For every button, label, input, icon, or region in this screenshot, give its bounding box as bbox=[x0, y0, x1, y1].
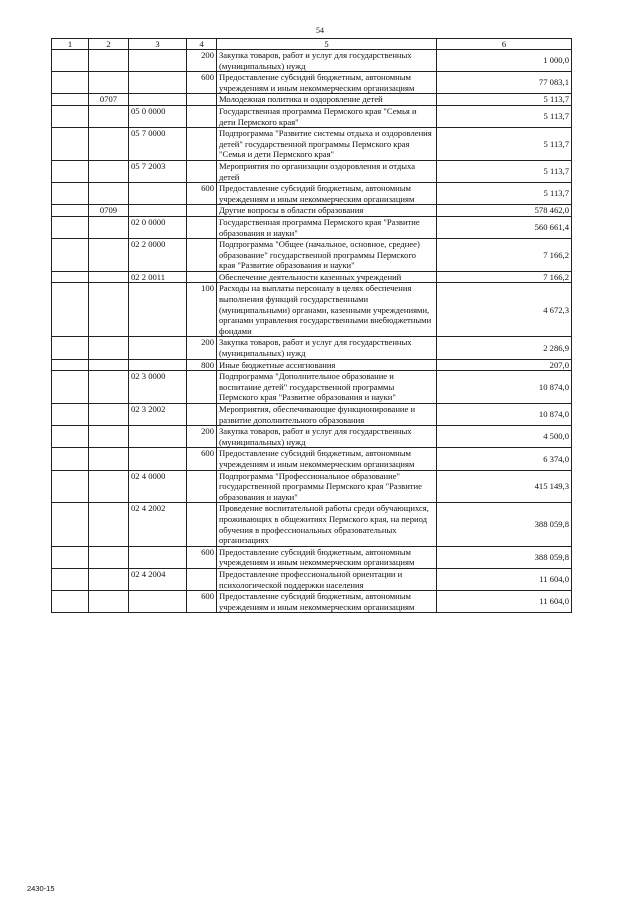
col1-cell bbox=[52, 591, 89, 613]
item-name-cell: Проведение воспитательной работы среди обучающихся, проживающих в общежитиях Пермского края, на период обучения в профессиональных образовательных организациях bbox=[217, 503, 437, 546]
section-code-cell bbox=[89, 448, 129, 470]
section-code-cell bbox=[89, 337, 129, 359]
table-row bbox=[52, 371, 572, 404]
target-code-cell bbox=[129, 337, 187, 359]
item-name-cell: Подпрограмма "Развитие системы отдыха и оздоровления детей" государственной программы Пермского края "Семья и дети Пермского края" bbox=[217, 128, 437, 161]
item-name-cell: Расходы на выплаты персоналу в целях обеспечения выполнения функций государственными (муниципальными) органами, казенными учреждениями, органами управления государственными внебюджетными фондами bbox=[217, 283, 437, 337]
item-name-cell: Предоставление субсидий бюджетным, автономным учреждениям и иным некоммерческим организациям bbox=[217, 448, 437, 470]
target-code-cell bbox=[129, 50, 187, 72]
item-name-cell: Государственная программа Пермского края "Семья и дети Пермского края" bbox=[217, 105, 437, 127]
item-name-cell: Подпрограмма "Дополнительное образование и воспитание детей" государственной программы Пермского края "Развитие образования и науки" bbox=[217, 371, 437, 404]
budget-table bbox=[51, 38, 572, 613]
col1-cell bbox=[52, 205, 89, 217]
section-code-cell bbox=[89, 359, 129, 371]
table-row bbox=[52, 283, 572, 337]
item-name-cell: Предоставление профессиональной ориентации и психологической поддержки населения bbox=[217, 568, 437, 590]
section-code-cell bbox=[89, 568, 129, 590]
expense-type-cell bbox=[187, 568, 217, 590]
item-name-cell: Закупка товаров, работ и услуг для государственных (муниципальных) нужд bbox=[217, 426, 437, 448]
amount-cell: 5 113,7 bbox=[437, 94, 572, 106]
header-cell: 2 bbox=[89, 39, 129, 50]
table-row bbox=[52, 568, 572, 590]
expense-type-cell bbox=[187, 205, 217, 217]
amount-cell: 4 672,3 bbox=[437, 283, 572, 337]
item-name-cell: Иные бюджетные ассигнования bbox=[217, 359, 437, 371]
col1-cell bbox=[52, 105, 89, 127]
target-code-cell bbox=[129, 283, 187, 337]
item-name-cell: Государственная программа Пермского края "Развитие образования и науки" bbox=[217, 216, 437, 238]
target-code-cell: 02 4 0000 bbox=[129, 470, 187, 503]
table-row bbox=[52, 183, 572, 205]
section-code-cell bbox=[89, 72, 129, 94]
col1-cell bbox=[52, 404, 89, 426]
table-row bbox=[52, 546, 572, 568]
target-code-cell: 02 3 2002 bbox=[129, 404, 187, 426]
document-code: 2430-15 bbox=[27, 884, 55, 893]
expense-type-cell: 200 bbox=[187, 50, 217, 72]
amount-cell: 5 113,7 bbox=[437, 105, 572, 127]
col1-cell bbox=[52, 359, 89, 371]
amount-cell: 560 661,4 bbox=[437, 216, 572, 238]
amount-cell: 77 083,1 bbox=[437, 72, 572, 94]
section-code-cell: 0709 bbox=[89, 205, 129, 217]
col1-cell bbox=[52, 337, 89, 359]
table-row bbox=[52, 50, 572, 72]
target-code-cell: 02 3 0000 bbox=[129, 371, 187, 404]
expense-type-cell: 200 bbox=[187, 337, 217, 359]
expense-type-cell: 600 bbox=[187, 546, 217, 568]
target-code-cell bbox=[129, 72, 187, 94]
col1-cell bbox=[52, 271, 89, 283]
table-row bbox=[52, 337, 572, 359]
header-cell: 3 bbox=[129, 39, 187, 50]
section-code-cell bbox=[89, 404, 129, 426]
target-code-cell: 02 4 2004 bbox=[129, 568, 187, 590]
amount-cell: 388 059,8 bbox=[437, 503, 572, 546]
expense-type-cell bbox=[187, 271, 217, 283]
target-code-cell bbox=[129, 426, 187, 448]
table-row bbox=[52, 128, 572, 161]
expense-type-cell bbox=[187, 160, 217, 182]
section-code-cell bbox=[89, 239, 129, 272]
item-name-cell: Предоставление субсидий бюджетным, автономным учреждениям и иным некоммерческим организациям bbox=[217, 591, 437, 613]
col1-cell bbox=[52, 546, 89, 568]
item-name-cell: Подпрограмма "Общее (начальное, основное, среднее) образование" государственной программы Пермского края "Развитие образования и науки" bbox=[217, 239, 437, 272]
header-cell: 1 bbox=[52, 39, 89, 50]
target-code-cell bbox=[129, 546, 187, 568]
item-name-cell: Подпрограмма "Профессиональное образование" государственной программы Пермского края "Развитие образования и науки" bbox=[217, 470, 437, 503]
amount-cell: 5 113,7 bbox=[437, 128, 572, 161]
amount-cell: 1 000,0 bbox=[437, 50, 572, 72]
expense-type-cell bbox=[187, 105, 217, 127]
section-code-cell bbox=[89, 160, 129, 182]
target-code-cell bbox=[129, 205, 187, 217]
section-code-cell: 0707 bbox=[89, 94, 129, 106]
section-code-cell bbox=[89, 50, 129, 72]
table-row bbox=[52, 591, 572, 613]
target-code-cell: 05 7 0000 bbox=[129, 128, 187, 161]
table-row bbox=[52, 205, 572, 217]
amount-cell: 207,0 bbox=[437, 359, 572, 371]
col1-cell bbox=[52, 50, 89, 72]
section-code-cell bbox=[89, 183, 129, 205]
amount-cell: 578 462,0 bbox=[437, 205, 572, 217]
item-name-cell: Молодежная политика и оздоровление детей bbox=[217, 94, 437, 106]
amount-cell: 10 874,0 bbox=[437, 404, 572, 426]
item-name-cell: Обеспечение деятельности казенных учреждений bbox=[217, 271, 437, 283]
col1-cell bbox=[52, 183, 89, 205]
section-code-cell bbox=[89, 371, 129, 404]
col1-cell bbox=[52, 568, 89, 590]
amount-cell: 5 113,7 bbox=[437, 183, 572, 205]
amount-cell: 11 604,0 bbox=[437, 591, 572, 613]
target-code-cell bbox=[129, 94, 187, 106]
amount-cell: 5 113,7 bbox=[437, 160, 572, 182]
col1-cell bbox=[52, 503, 89, 546]
section-code-cell bbox=[89, 128, 129, 161]
section-code-cell bbox=[89, 546, 129, 568]
expense-type-cell bbox=[187, 239, 217, 272]
amount-cell: 415 149,3 bbox=[437, 470, 572, 503]
section-code-cell bbox=[89, 470, 129, 503]
table-row bbox=[52, 72, 572, 94]
amount-cell: 2 286,9 bbox=[437, 337, 572, 359]
header-cell: 4 bbox=[187, 39, 217, 50]
expense-type-cell bbox=[187, 503, 217, 546]
table-row bbox=[52, 271, 572, 283]
col1-cell bbox=[52, 371, 89, 404]
header-cell: 6 bbox=[437, 39, 572, 50]
col1-cell bbox=[52, 128, 89, 161]
expense-type-cell bbox=[187, 470, 217, 503]
target-code-cell bbox=[129, 591, 187, 613]
expense-type-cell: 800 bbox=[187, 359, 217, 371]
item-name-cell: Предоставление субсидий бюджетным, автономным учреждениям и иным некоммерческим организациям bbox=[217, 72, 437, 94]
col1-cell bbox=[52, 72, 89, 94]
section-code-cell bbox=[89, 591, 129, 613]
section-code-cell bbox=[89, 216, 129, 238]
table-row bbox=[52, 426, 572, 448]
item-name-cell: Закупка товаров, работ и услуг для государственных (муниципальных) нужд bbox=[217, 50, 437, 72]
target-code-cell: 05 0 0000 bbox=[129, 105, 187, 127]
col1-cell bbox=[52, 239, 89, 272]
col1-cell bbox=[52, 426, 89, 448]
col1-cell bbox=[52, 470, 89, 503]
item-name-cell: Мероприятия, обеспечивающие функционирование и развитие дополнительного образования bbox=[217, 404, 437, 426]
table-header-row bbox=[52, 39, 572, 50]
table-row bbox=[52, 470, 572, 503]
item-name-cell: Предоставление субсидий бюджетным, автономным учреждениям и иным некоммерческим организациям bbox=[217, 546, 437, 568]
table-row bbox=[52, 359, 572, 371]
item-name-cell: Закупка товаров, работ и услуг для государственных (муниципальных) нужд bbox=[217, 337, 437, 359]
section-code-cell bbox=[89, 426, 129, 448]
item-name-cell: Мероприятия по организации оздоровления и отдыха детей bbox=[217, 160, 437, 182]
expense-type-cell bbox=[187, 371, 217, 404]
col1-cell bbox=[52, 216, 89, 238]
table-row bbox=[52, 404, 572, 426]
expense-type-cell: 200 bbox=[187, 426, 217, 448]
section-code-cell bbox=[89, 283, 129, 337]
expense-type-cell bbox=[187, 404, 217, 426]
table-row bbox=[52, 105, 572, 127]
expense-type-cell bbox=[187, 128, 217, 161]
amount-cell: 10 874,0 bbox=[437, 371, 572, 404]
target-code-cell bbox=[129, 183, 187, 205]
amount-cell: 11 604,0 bbox=[437, 568, 572, 590]
expense-type-cell: 600 bbox=[187, 448, 217, 470]
expense-type-cell: 600 bbox=[187, 183, 217, 205]
target-code-cell: 05 7 2003 bbox=[129, 160, 187, 182]
header-cell: 5 bbox=[217, 39, 437, 50]
expense-type-cell: 600 bbox=[187, 591, 217, 613]
section-code-cell bbox=[89, 503, 129, 546]
expense-type-cell bbox=[187, 94, 217, 106]
item-name-cell: Другие вопросы в области образования bbox=[217, 205, 437, 217]
target-code-cell: 02 0 0000 bbox=[129, 216, 187, 238]
target-code-cell bbox=[129, 359, 187, 371]
amount-cell: 6 374,0 bbox=[437, 448, 572, 470]
col1-cell bbox=[52, 94, 89, 106]
section-code-cell bbox=[89, 271, 129, 283]
target-code-cell: 02 2 0000 bbox=[129, 239, 187, 272]
amount-cell: 7 166,2 bbox=[437, 239, 572, 272]
table-row bbox=[52, 160, 572, 182]
amount-cell: 388 059,8 bbox=[437, 546, 572, 568]
table-row bbox=[52, 94, 572, 106]
col1-cell bbox=[52, 448, 89, 470]
table-row bbox=[52, 503, 572, 546]
target-code-cell: 02 4 2002 bbox=[129, 503, 187, 546]
amount-cell: 4 500,0 bbox=[437, 426, 572, 448]
expense-type-cell: 600 bbox=[187, 72, 217, 94]
expense-type-cell: 100 bbox=[187, 283, 217, 337]
expense-type-cell bbox=[187, 216, 217, 238]
page-number: 54 bbox=[316, 26, 324, 35]
section-code-cell bbox=[89, 105, 129, 127]
col1-cell bbox=[52, 283, 89, 337]
target-code-cell: 02 2 0011 bbox=[129, 271, 187, 283]
amount-cell: 7 166,2 bbox=[437, 271, 572, 283]
table-row bbox=[52, 448, 572, 470]
item-name-cell: Предоставление субсидий бюджетным, автономным учреждениям и иным некоммерческим организациям bbox=[217, 183, 437, 205]
target-code-cell bbox=[129, 448, 187, 470]
col1-cell bbox=[52, 160, 89, 182]
table-row bbox=[52, 216, 572, 238]
table-row bbox=[52, 239, 572, 272]
